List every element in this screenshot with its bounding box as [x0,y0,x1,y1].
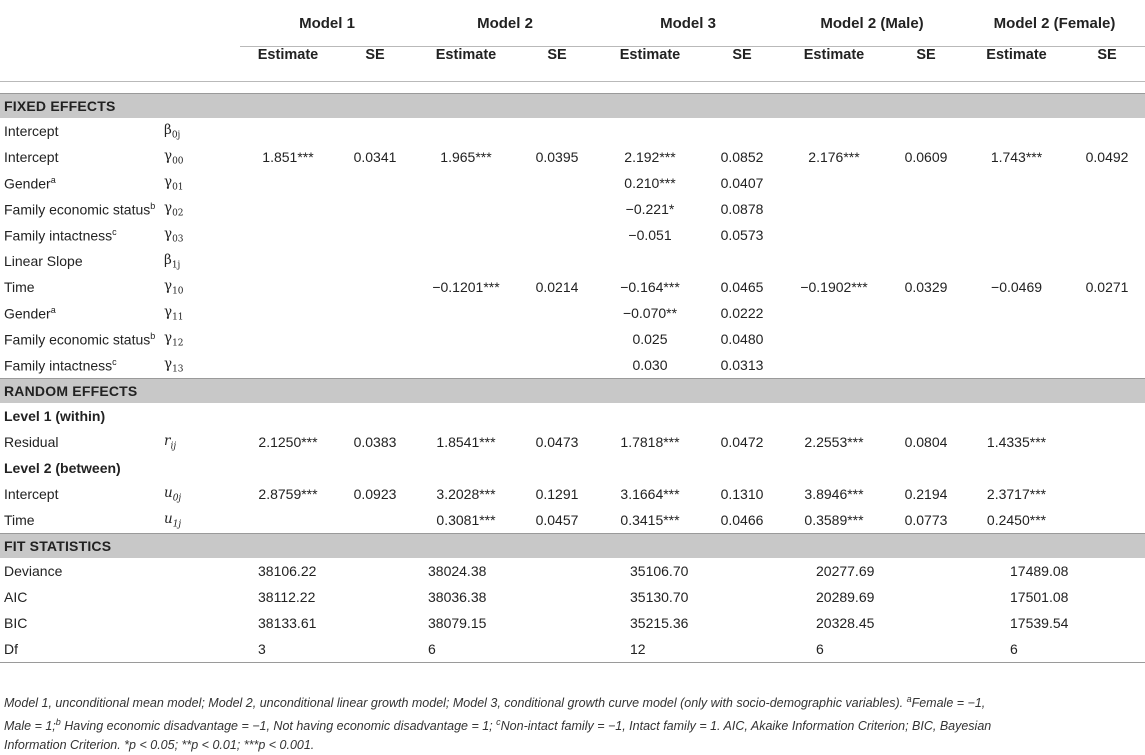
se-header: SE [336,47,414,82]
se-cell [1069,248,1145,274]
estimate-cell [414,170,518,196]
row-label [0,481,160,507]
symbol-subscript: 1j [172,519,182,530]
model-2-female-header: Model 2 (Female) [964,0,1145,47]
estimate-cell [964,352,1069,379]
fit-value-cell: 17501.08 [1010,589,1069,605]
row-label [0,300,160,326]
estimate-cell: 1.7818*** [620,434,680,450]
row-label [0,144,160,170]
symbol-cell [160,248,240,274]
estimate-cell [240,170,336,196]
estimate-cell: 2.1250*** [258,434,318,450]
estimate-cell: 0.2450*** [986,512,1047,528]
symbol: γ [164,303,173,320]
symbol-cell [160,300,240,326]
se-cell [888,352,964,379]
estimate-cell [964,222,1069,248]
symbol-cell [160,352,240,379]
row-label-text: Level 1 (within) [4,408,106,424]
estimate-cell: −0.221* [625,201,675,217]
level-2-label-row [0,455,1145,481]
fit-value-cell: 3 [240,636,414,663]
subheader-row [0,47,1145,82]
se-cell [1069,507,1145,534]
fit-value-cell: 38133.61 [258,615,317,631]
symbol-subscript: 1j [171,260,181,271]
note-sup-a: a [906,694,912,704]
symbol: γ [164,199,173,216]
estimate-cell [414,326,518,352]
row-label [0,222,160,248]
se-cell [336,118,414,144]
estimate-header: Estimate [964,47,1069,82]
symbol: β [164,251,172,268]
estimate-cell: 1.4335*** [986,434,1047,450]
estimate-cell: 1.965*** [440,149,492,165]
table-row [0,118,1145,144]
se-cell: 0.0573 [720,227,764,243]
row-label-text: Family economic status [4,331,151,348]
estimate-cell: −0.1201*** [432,279,500,295]
se-cell: 0.0609 [904,149,948,165]
symbol-subscript: 00 [172,156,184,167]
fit-value-cell: 12 [596,636,780,663]
se-cell: 0.0473 [535,434,579,450]
estimate-cell: 3.2028*** [436,486,496,502]
row-label-text: BIC [4,615,28,631]
se-cell: 0.0329 [904,279,948,295]
se-cell [336,352,414,379]
header-blank [0,0,160,47]
symbol: u [164,484,173,501]
row-label [0,403,1145,429]
model-header-row [0,0,1145,47]
row-label [0,584,240,610]
estimate-cell [240,196,336,222]
table-row [0,507,1145,534]
table-row [0,636,1145,663]
note-sup-b: b [55,717,61,728]
table-row [0,584,1145,610]
estimate-cell: −0.1902*** [800,279,868,295]
row-label-superscript: b [150,330,156,341]
section-fixed-effects [0,94,1145,119]
row-label-text: AIC [4,589,28,605]
se-cell: 0.0472 [720,434,764,450]
table-row [0,352,1145,379]
estimate-cell: 0.025 [632,331,668,347]
row-label-text: Residual [4,434,59,450]
symbol: γ [164,147,173,164]
fit-value-cell: 35130.70 [630,589,689,605]
note-line-2: Male = 1; [4,719,56,734]
symbol-subscript: 0j [171,130,181,141]
se-cell: 0.1291 [535,486,579,502]
fit-value-cell: 20289.69 [816,589,875,605]
row-label [0,326,160,352]
row-label [0,455,1145,481]
row-label-superscript: a [50,174,56,185]
estimate-cell [240,326,336,352]
row-label-text: Intercept [4,123,59,139]
se-cell [888,222,964,248]
estimate-cell [964,196,1069,222]
se-header: SE [704,47,780,82]
section-random-effects [0,379,1145,404]
se-cell: 0.2194 [904,486,948,502]
estimate-cell [780,300,888,326]
se-cell [704,118,780,144]
row-label [0,170,160,196]
model-2-header: Model 2 [414,0,596,47]
row-label-superscript: a [50,304,56,315]
symbol-cell [160,429,240,455]
row-label-superscript: c [112,356,117,367]
fit-value-cell: 35106.70 [630,563,689,579]
row-label [0,352,160,379]
se-cell [1069,352,1145,379]
estimate-cell: −0.0469 [991,279,1043,295]
symbol: β [164,121,172,138]
fit-value-cell: 38112.22 [258,589,316,605]
se-cell: 0.0457 [535,512,579,528]
estimate-cell [780,196,888,222]
symbol: γ [164,173,173,190]
estimate-cell [596,118,704,144]
row-label [0,610,240,636]
table-row [0,481,1145,507]
symbol: γ [164,225,173,242]
row-label-superscript: c [112,226,117,237]
se-cell [336,248,414,274]
symbol: r [164,432,171,449]
se-cell: 0.0383 [353,434,397,450]
se-cell [518,300,596,326]
estimate-cell: 0.3081*** [436,512,496,528]
se-cell [518,326,596,352]
se-cell [888,326,964,352]
se-cell [518,118,596,144]
symbol-subscript: 10 [172,286,184,297]
estimate-cell: 2.8759*** [258,486,318,502]
symbol-subscript: 03 [172,234,184,245]
estimate-cell [414,118,518,144]
fit-value-cell: 38079.15 [428,615,487,631]
fit-value-cell: 38106.22 [258,563,317,579]
estimate-cell: 1.8541*** [436,434,496,450]
subheader-blank [0,47,160,82]
se-cell: 0.0271 [1085,279,1129,295]
estimate-cell [780,248,888,274]
symbol-subscript: ij [170,441,177,452]
estimate-header: Estimate [780,47,888,82]
se-cell: 0.0395 [535,149,579,165]
fit-value-cell: 20277.69 [816,563,875,579]
table-row [0,300,1145,326]
estimate-cell [240,274,336,300]
row-label-text: Family intactness [4,357,113,374]
se-cell [1069,196,1145,222]
fit-value-cell: 35215.36 [630,615,689,631]
fit-value-cell: 6 [414,636,596,663]
estimate-cell [240,352,336,379]
estimate-cell: 3.8946*** [804,486,864,502]
note-line-3: Information Criterion. *p < 0.05; **p < 0.01; ***p < 0.001. [4,738,315,753]
se-cell [518,248,596,274]
estimate-cell [240,248,336,274]
se-cell [336,326,414,352]
estimate-cell [780,222,888,248]
estimate-cell: 1.851*** [262,149,314,165]
estimate-header: Estimate [240,47,336,82]
row-label [0,196,160,222]
se-cell [336,300,414,326]
se-cell: 0.0878 [720,201,764,217]
estimate-cell [780,352,888,379]
estimate-cell: 2.2553*** [804,434,864,450]
note-sup-c: c [496,717,501,728]
estimate-cell [780,118,888,144]
header-blank [160,0,240,47]
estimate-cell [414,222,518,248]
symbol-subscript: 0j [172,493,182,504]
se-header: SE [1069,47,1145,82]
se-cell [336,196,414,222]
se-cell [336,222,414,248]
se-cell: 0.0407 [720,175,764,191]
row-label-text: Deviance [4,563,63,579]
section-fit-statistics [0,534,1145,559]
row-label-text: Df [4,641,18,657]
table-body [0,82,1145,663]
model-1-header: Model 1 [240,0,414,47]
fit-value-cell: 38036.38 [428,589,487,605]
estimate-cell [414,196,518,222]
table-row [0,170,1145,196]
symbol: γ [164,277,173,294]
row-label [0,274,160,300]
se-cell [1069,300,1145,326]
fit-value-cell: 6 [964,636,1145,663]
symbol-cell [160,118,240,144]
se-cell [888,196,964,222]
estimate-cell [596,248,704,274]
row-label-text: Intercept [4,486,59,502]
se-cell [704,248,780,274]
table-row [0,222,1145,248]
table-row [0,558,1145,584]
estimate-header: Estimate [596,47,704,82]
se-cell [336,507,414,534]
fit-value-cell: 17539.54 [1010,615,1069,631]
se-cell: 0.1310 [720,486,764,502]
row-label-text: Time [4,279,35,295]
se-cell [1069,170,1145,196]
symbol-subscript: 13 [172,364,184,375]
row-label-text: Gender [4,175,51,192]
row-label-text: Linear Slope [4,253,83,269]
row-label [0,636,240,663]
section-title: FIXED EFFECTS [0,94,1145,119]
symbol-subscript: 12 [172,338,184,349]
estimate-header: Estimate [414,47,518,82]
row-label [0,248,160,274]
estimate-cell [964,170,1069,196]
estimate-cell [240,300,336,326]
se-cell [518,352,596,379]
model-2-male-header: Model 2 (Male) [780,0,964,47]
se-cell: 0.0804 [904,434,948,450]
estimate-cell: 2.3717*** [986,486,1047,502]
estimate-cell [240,507,336,534]
se-cell [518,222,596,248]
estimate-cell: 3.1664*** [620,486,680,502]
estimate-cell [964,326,1069,352]
table-row [0,610,1145,636]
se-cell: 0.0222 [720,305,764,321]
estimate-cell: 2.176*** [808,149,860,165]
se-cell: 0.0341 [353,149,397,165]
se-cell [1069,118,1145,144]
se-cell [1069,429,1145,455]
estimate-cell [964,248,1069,274]
row-label [0,507,160,534]
row-label-text: Family intactness [4,227,113,244]
estimate-cell: 0.3415*** [620,512,680,528]
se-cell: 0.0214 [535,279,579,295]
symbol-cell [160,170,240,196]
row-label-text: Family economic status [4,201,151,218]
note-text-a: Female = −1, [911,696,986,711]
row-label [0,558,240,584]
se-cell [888,300,964,326]
note-line-1: Model 1, unconditional mean model; Model 2, unconditional linear growth model; Model 3, conditional growth curve model (only with socio-demographic variables). [4,696,907,711]
estimate-cell: 0.030 [632,357,668,373]
symbol-subscript: 02 [172,208,184,219]
row-label [0,118,160,144]
note-text-c: Non-intact family = −1, Intact family = 1. AIC, Akaike Information Criterion; BIC, Bayesian [500,719,992,734]
table-row [0,429,1145,455]
symbol-cell [160,481,240,507]
estimate-cell [414,352,518,379]
fit-value-cell: 38024.38 [428,563,487,579]
symbol: u [164,510,173,527]
table-row [0,248,1145,274]
se-cell [336,170,414,196]
symbol-cell [160,222,240,248]
symbol: γ [164,329,173,346]
table-row [0,326,1145,352]
estimate-cell: 0.3589*** [804,512,864,528]
symbol-cell [160,326,240,352]
estimate-cell [240,118,336,144]
row-label [0,429,160,455]
subheader-blank [160,47,240,82]
se-cell [1069,481,1145,507]
se-header: SE [888,47,964,82]
level-1-label-row [0,403,1145,429]
se-cell [336,274,414,300]
estimate-cell [964,300,1069,326]
table-row [0,196,1145,222]
symbol-cell [160,144,240,170]
se-cell: 0.0466 [720,512,764,528]
table-footnote [4,690,1142,755]
se-cell: 0.0492 [1085,149,1129,165]
se-cell [888,248,964,274]
fit-value-cell: 17489.08 [1010,563,1069,579]
estimate-cell: −0.164*** [620,279,680,295]
table-row [0,144,1145,170]
se-cell: 0.0465 [720,279,764,295]
table-row [0,274,1145,300]
symbol-cell [160,274,240,300]
estimate-cell [414,300,518,326]
se-cell: 0.0480 [720,331,764,347]
se-cell [1069,222,1145,248]
row-label-text: Level 2 (between) [4,460,121,476]
estimate-cell [414,248,518,274]
symbol-subscript: 11 [172,312,184,323]
section-title: FIT STATISTICS [0,534,1145,559]
estimate-cell [240,222,336,248]
note-text-b: Having economic disadvantage = −1, Not having economic disadvantage = 1; [60,719,497,734]
se-cell [888,118,964,144]
estimate-cell: 1.743*** [990,149,1043,165]
se-cell: 0.0923 [353,486,397,502]
symbol-subscript: 01 [172,182,184,193]
symbol: γ [164,355,173,372]
row-label-text: Gender [4,305,51,322]
row-label-text: Time [4,512,35,528]
section-title: RANDOM EFFECTS [0,379,1145,404]
se-cell: 0.0313 [720,357,764,373]
model-3-header: Model 3 [596,0,780,47]
estimate-cell: 0.210*** [624,175,676,191]
se-cell [518,170,596,196]
se-cell [1069,326,1145,352]
estimate-cell: −0.051 [628,227,672,243]
estimate-cell [964,118,1069,144]
se-cell: 0.0852 [720,149,764,165]
se-cell [888,170,964,196]
fit-value-cell: 20328.45 [816,615,875,631]
fit-value-cell: 6 [780,636,964,663]
estimate-cell [780,170,888,196]
se-header: SE [518,47,596,82]
row-label-text: Intercept [4,149,59,165]
estimate-cell: 2.192*** [624,149,676,165]
symbol-cell [160,196,240,222]
se-cell [518,196,596,222]
symbol-cell [160,507,240,534]
se-cell: 0.0773 [904,512,948,528]
row-label-superscript: b [150,200,156,211]
estimate-cell [780,326,888,352]
estimate-cell: −0.070** [622,305,678,321]
